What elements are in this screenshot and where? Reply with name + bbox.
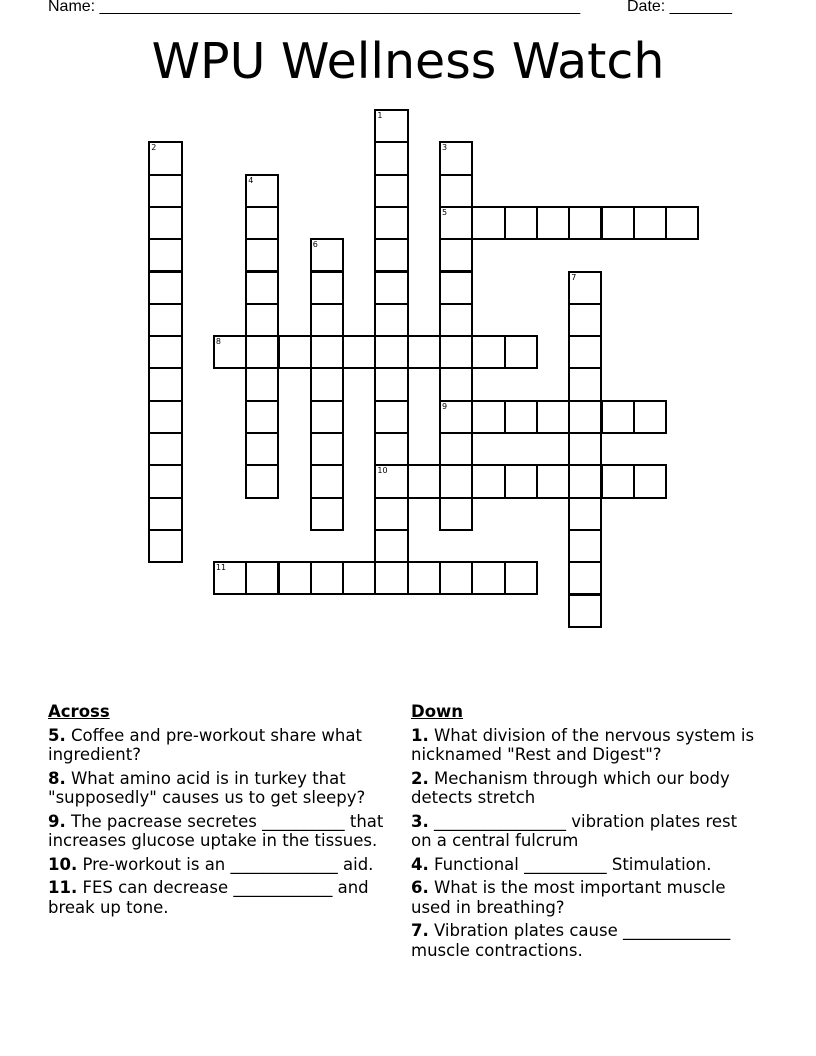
clue-text: What amino acid is in turkey that "supposedly" causes us to get sleepy? (48, 768, 366, 807)
across-clue (48, 855, 393, 875)
crossword-cell[interactable] (374, 497, 408, 531)
clue-number: 6 (312, 240, 318, 250)
crossword-cell[interactable] (245, 464, 279, 498)
crossword-cell[interactable] (245, 271, 279, 305)
crossword-cell[interactable] (310, 238, 344, 272)
crossword-cell[interactable] (504, 561, 538, 595)
crossword-cell[interactable] (148, 238, 182, 272)
clue-number: 7 (571, 272, 577, 282)
clue-number-label: 5. (48, 725, 66, 745)
crossword-cell[interactable] (536, 206, 570, 240)
crossword-cell[interactable] (439, 271, 473, 305)
crossword-cell[interactable] (374, 303, 408, 337)
crossword-cell[interactable] (148, 400, 182, 434)
across-clue (48, 769, 393, 808)
across-clue-list (48, 726, 393, 918)
crossword-cell[interactable] (148, 432, 182, 466)
crossword-cell[interactable] (342, 335, 376, 369)
down-clue (411, 921, 761, 960)
clue-text: FES can decrease ____________ and break up tone. (48, 878, 369, 917)
crossword-cell[interactable] (148, 529, 182, 563)
crossword-cell[interactable] (213, 335, 247, 369)
crossword-cell[interactable] (148, 335, 182, 369)
crossword-cell[interactable] (439, 367, 473, 401)
crossword-cell[interactable] (374, 141, 408, 175)
clue-text: Coffee and pre-workout share what ingredient? (48, 725, 362, 764)
crossword-cell[interactable] (504, 400, 538, 434)
crossword-cell[interactable] (601, 464, 635, 498)
crossword-cell[interactable] (504, 206, 538, 240)
crossword-cell[interactable] (310, 303, 344, 337)
clue-number-label: 7. (411, 921, 429, 940)
page-title: WPU Wellness Watch (151, 33, 665, 90)
crossword-cell[interactable] (439, 335, 473, 369)
crossword-cell[interactable] (148, 497, 182, 531)
crossword-cell[interactable] (245, 238, 279, 272)
crossword-cell[interactable] (245, 367, 279, 401)
crossword-cell[interactable] (471, 206, 505, 240)
crossword-cell[interactable] (471, 335, 505, 369)
across-clue (48, 878, 393, 917)
crossword-cell[interactable] (568, 400, 602, 434)
crossword-cell[interactable] (568, 206, 602, 240)
clue-number: 8 (215, 337, 221, 347)
clue-text: What division of the nervous system is nicknamed "Rest and Digest"? (411, 725, 755, 764)
clue-number-label: 3. (411, 811, 429, 831)
crossword-cell[interactable] (310, 400, 344, 434)
across-clue (48, 812, 393, 851)
crossword-cell[interactable] (148, 206, 182, 240)
across-clue (48, 726, 393, 765)
crossword-cell[interactable] (504, 464, 538, 498)
crossword-cell[interactable] (439, 400, 473, 434)
clue-number-label: 2. (411, 768, 429, 788)
down-clue-list (411, 726, 761, 961)
down-clue (411, 726, 761, 765)
crossword-cell[interactable] (310, 497, 344, 531)
clue-number: 10 (377, 466, 388, 476)
clue-text: Functional __________ Stimulation. (428, 854, 712, 874)
crossword-cell[interactable] (439, 238, 473, 272)
crossword-cell[interactable] (439, 141, 473, 175)
crossword-cell[interactable] (148, 464, 182, 498)
crossword-cell[interactable] (148, 303, 182, 337)
clue-number: 1 (377, 111, 383, 120)
clue-text: Vibration plates cause _____________ muscle contractions. (411, 921, 731, 960)
crossword-cell[interactable] (374, 400, 408, 434)
crossword-cell[interactable] (342, 561, 376, 595)
crossword-cell[interactable] (374, 335, 408, 369)
crossword-cell[interactable] (374, 529, 408, 563)
down-heading: Down (411, 702, 464, 721)
crossword-cell[interactable] (568, 335, 602, 369)
name-field-label: Name: ______________________________________________________ (48, 0, 581, 15)
clue-number-label: 6. (411, 878, 429, 897)
clue-number-label: 9. (48, 811, 66, 831)
crossword-cell[interactable] (374, 271, 408, 305)
across-clues (48, 702, 393, 921)
crossword-cell[interactable] (374, 109, 408, 143)
crossword-cell[interactable] (148, 271, 182, 305)
crossword-cell[interactable] (310, 464, 344, 498)
crossword-cell[interactable] (213, 561, 247, 595)
crossword-cell[interactable] (633, 464, 667, 498)
crossword-cell[interactable] (568, 497, 602, 531)
crossword-cell[interactable] (407, 561, 441, 595)
crossword-cell[interactable] (374, 432, 408, 466)
crossword-cell[interactable] (374, 238, 408, 272)
clue-text: ________________ vibration plates rest on a central fulcrum (411, 811, 738, 850)
crossword-cell[interactable] (245, 400, 279, 434)
clue-number: 3 (442, 143, 448, 153)
clue-text: Pre-workout is an _____________ aid. (77, 854, 374, 874)
clue-text: What is the most important muscle used in breathing? (411, 878, 726, 917)
crossword-cell[interactable] (374, 561, 408, 595)
crossword-cell[interactable] (439, 497, 473, 531)
crossword-cell[interactable] (148, 174, 182, 208)
crossword-cell[interactable] (245, 206, 279, 240)
crossword-cell[interactable] (439, 432, 473, 466)
down-clues (411, 702, 761, 964)
crossword-cell[interactable] (245, 561, 279, 595)
crossword-cell[interactable] (568, 464, 602, 498)
crossword-cell[interactable] (310, 367, 344, 401)
crossword-cell[interactable] (407, 464, 441, 498)
crossword-cell[interactable] (374, 464, 408, 498)
crossword-cell[interactable] (245, 432, 279, 466)
down-clue (411, 878, 761, 917)
crossword-cell[interactable] (310, 561, 344, 595)
clue-number: 2 (151, 143, 157, 153)
down-clue (411, 769, 761, 808)
crossword-cell[interactable] (504, 335, 538, 369)
clue-text: Mechanism through which our body detects stretch (411, 768, 730, 807)
crossword-cell[interactable] (245, 174, 279, 208)
crossword-cell[interactable] (439, 561, 473, 595)
down-clue (411, 855, 761, 875)
crossword-cell[interactable] (665, 206, 699, 240)
crossword-cell[interactable] (568, 303, 602, 337)
crossword-cell[interactable] (568, 529, 602, 563)
down-clue (411, 812, 761, 851)
clue-number-label: 8. (48, 768, 66, 788)
crossword-cell[interactable] (536, 464, 570, 498)
crossword-cell[interactable] (439, 174, 473, 208)
clue-number-label: 1. (411, 725, 429, 745)
crossword-cell[interactable] (439, 464, 473, 498)
date-field-label: Date: _______ (627, 0, 732, 15)
clue-number: 5 (442, 207, 448, 217)
clue-text: The pacrease secretes __________ that increases glucose uptake in the tissues. (48, 811, 384, 850)
clue-number-label: 10. (48, 854, 78, 874)
crossword-cell[interactable] (407, 335, 441, 369)
crossword-cell[interactable] (568, 561, 602, 595)
crossword-cell[interactable] (310, 432, 344, 466)
crossword-cell[interactable] (568, 432, 602, 466)
crossword-cell[interactable] (633, 400, 667, 434)
crossword-cell[interactable] (310, 335, 344, 369)
clue-number-label: 4. (411, 854, 429, 874)
crossword-cell[interactable] (148, 367, 182, 401)
crossword-cell[interactable] (601, 400, 635, 434)
crossword-cell[interactable] (148, 141, 182, 175)
crossword-cell[interactable] (374, 206, 408, 240)
crossword-cell[interactable] (374, 367, 408, 401)
crossword-cell[interactable] (439, 206, 473, 240)
crossword-cell[interactable] (374, 174, 408, 208)
crossword-cell[interactable] (245, 335, 279, 369)
crossword-cell[interactable] (278, 561, 312, 595)
crossword-cell[interactable] (568, 594, 602, 628)
across-heading: Across (48, 702, 110, 721)
crossword-cell[interactable] (568, 271, 602, 305)
crossword-cell[interactable] (471, 400, 505, 434)
crossword-cell[interactable] (310, 271, 344, 305)
crossword-cell[interactable] (601, 206, 635, 240)
crossword-cell[interactable] (278, 335, 312, 369)
crossword-cell[interactable] (568, 367, 602, 401)
clue-number: 4 (248, 175, 254, 185)
clue-number-label: 11. (48, 878, 78, 897)
crossword-cell[interactable] (633, 206, 667, 240)
crossword-cell[interactable] (536, 400, 570, 434)
clue-number: 9 (442, 401, 448, 411)
crossword-cell[interactable] (439, 303, 473, 337)
crossword-cell[interactable] (471, 464, 505, 498)
crossword-cell[interactable] (245, 303, 279, 337)
clue-number: 11 (215, 563, 227, 573)
crossword-cell[interactable] (471, 561, 505, 595)
